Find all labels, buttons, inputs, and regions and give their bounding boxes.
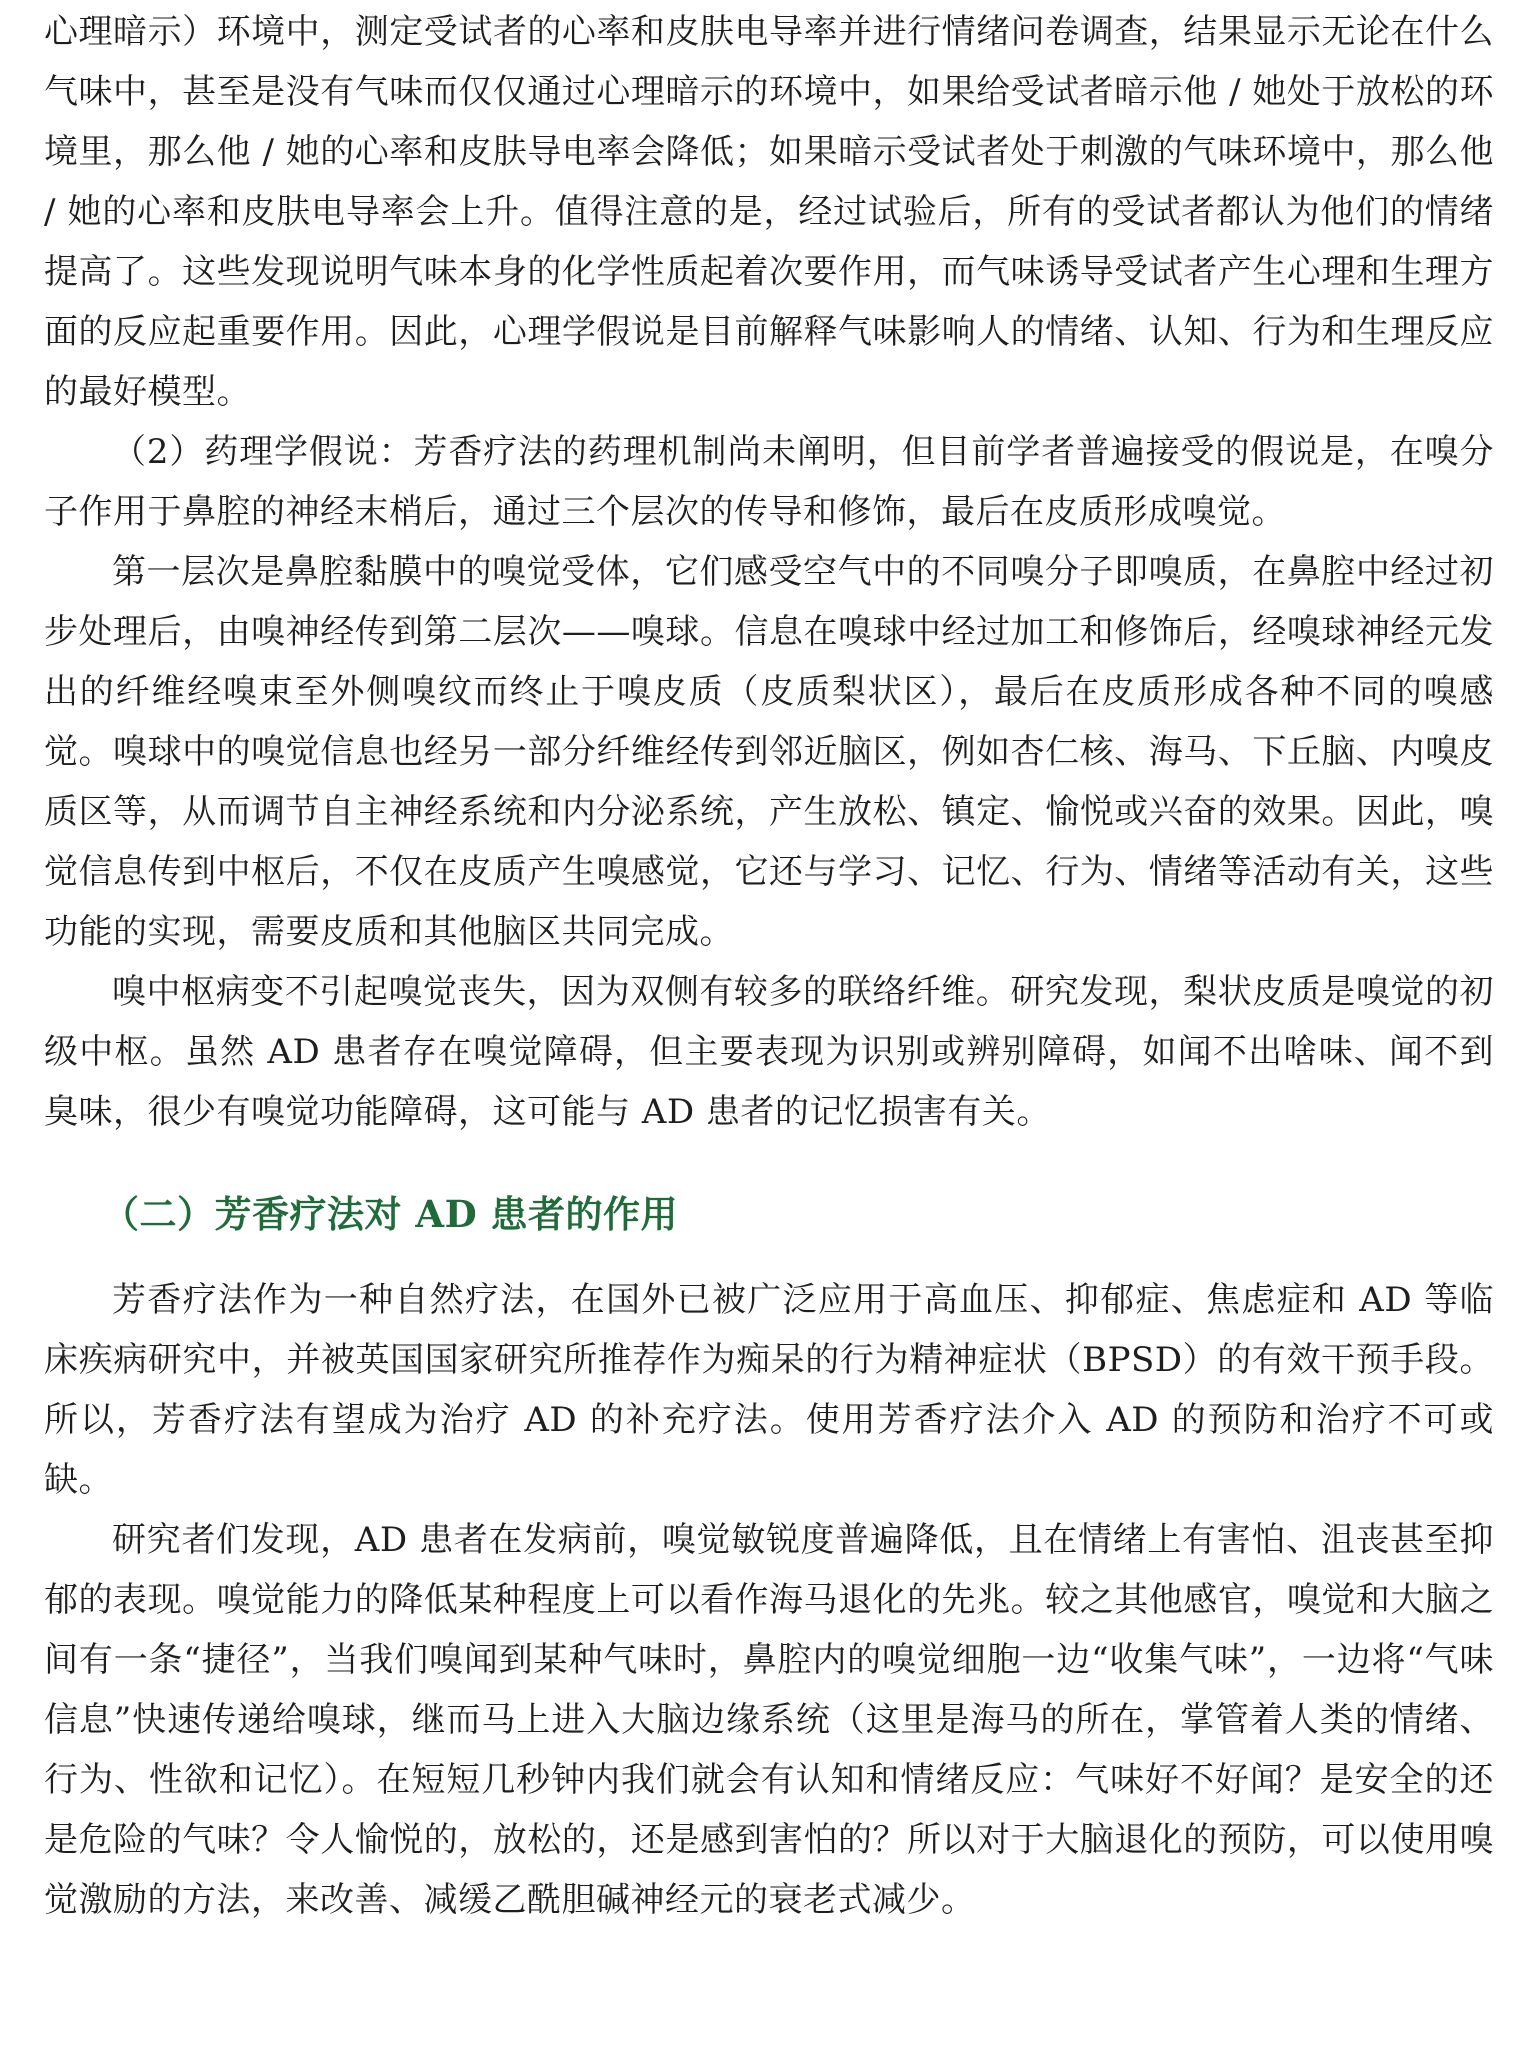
document-page: [44, 0, 1494, 1930]
section-heading: （二）芳香疗法对 AD 患者的作用: [102, 1192, 679, 1236]
paragraph-aromatherapy-application: 芳香疗法作为一种自然疗法，在国外已被广泛应用于高血压、抑郁症、焦虑症和 AD 等临床疾病研究中，并被英国国家研究所推荐作为痴呆的行为精神症状（BPSD）的有效干预手段。所以，芳香疗法有望成为治疗 AD 的补充疗法。使用芳香疗法介入 AD 的预防和治疗不可或缺。: [44, 1280, 1494, 1500]
paragraph-olfactory-center: 嗅中枢病变不引起嗅觉丧失，因为双侧有较多的联络纤维。研究发现，梨状皮质是嗅觉的初级中枢。虽然 AD 患者存在嗅觉障碍，但主要表现为识别或辨别障碍，如闻不出啥味、闻不到臭味，很少有嗅觉功能障碍，这可能与 AD 患者的记忆损害有关。: [44, 972, 1494, 1132]
paragraph-olfactory-levels: 第一层次是鼻腔黏膜中的嗅觉受体，它们感受空气中的不同嗅分子即嗅质，在鼻腔中经过初步处理后，由嗅神经传到第二层次——嗅球。信息在嗅球中经过加工和修饰后，经嗅球神经元发出的纤维经嗅束至外侧嗅纹而终止于嗅皮质（皮质梨状区），最后在皮质形成各种不同的嗅感觉。嗅球中的嗅觉信息也经另一部分纤维经传到邻近脑区，例如杏仁核、海马、下丘脑、内嗅皮质区等，从而调节自主神经系统和内分泌系统，产生放松、镇定、愉悦或兴奋的效果。因此，嗅觉信息传到中枢后，不仅在皮质产生嗅感觉，它还与学习、记忆、行为、情绪等活动有关，这些功能的实现，需要皮质和其他脑区共同完成。: [44, 552, 1494, 952]
paragraph-research-findings: 研究者们发现，AD 患者在发病前，嗅觉敏锐度普遍降低，且在情绪上有害怕、沮丧甚至抑郁的表现。嗅觉能力的降低某种程度上可以看作海马退化的先兆。较之其他感官，嗅觉和大脑之间有一条“捷径”，当我们嗅闻到某种气味时，鼻腔内的嗅觉细胞一边“收集气味”，一边将“气味信息”快速传递给嗅球，继而马上进入大脑边缘系统（这里是海马的所在，掌管着人类的情绪、行为、性欲和记忆）。在短短几秒钟内我们就会有认知和情绪反应：气味好不好闻？是安全的还是危险的气味？令人愉悦的，放松的，还是感到害怕的？所以对于大脑退化的预防，可以使用嗅觉激励的方法，来改善、减缓乙酰胆碱神经元的衰老式减少。: [44, 1520, 1494, 1920]
paragraph-psychology-hypothesis-continued: 心理暗示）环境中，测定受试者的心率和皮肤电导率并进行情绪问卷调查，结果显示无论在什么气味中，甚至是没有气味而仅仅通过心理暗示的环境中，如果给受试者暗示他 / 她处于放松的环境里，那么他 / 她的心率和皮肤导电率会降低；如果暗示受试者处于刺激的气味环境中，那么他 / 她的心率和皮肤电导率会上升。值得注意的是，经过试验后，所有的受试者都认为他们的情绪提高了。这些发现说明气味本身的化学性质起着次要作用，而气味诱导受试者产生心理和生理方面的反应起重要作用。因此，心理学假说是目前解释气味影响人的情绪、认知、行为和生理反应的最好模型。: [44, 12, 1494, 412]
paragraph-pharmacology-hypothesis: （2）药理学假说：芳香疗法的药理机制尚未阐明，但目前学者普遍接受的假说是，在嗅分子作用于鼻腔的神经末梢后，通过三个层次的传导和修饰，最后在皮质形成嗅觉。: [44, 432, 1494, 532]
